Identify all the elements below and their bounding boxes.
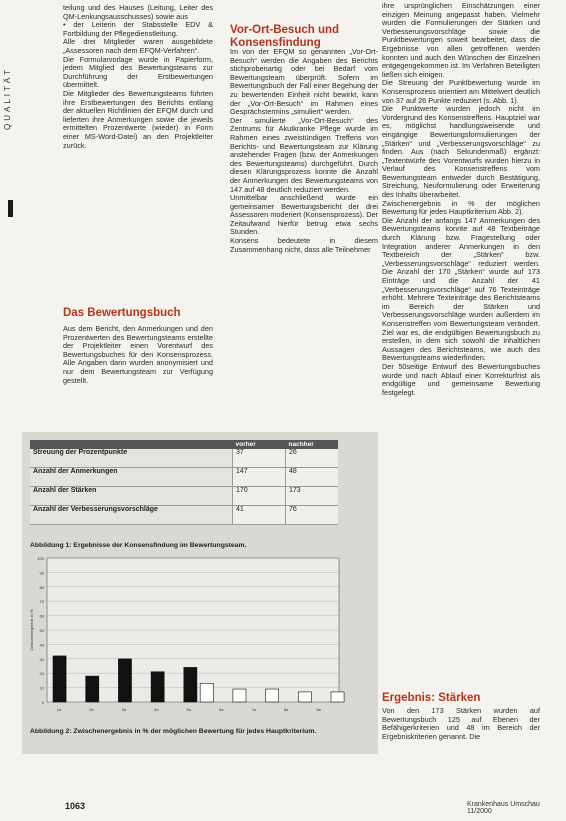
paragraph: Aus dem Bericht, den Anmerkungen und den Prozentwerten des Bewertungsteams erstellte der Projektleiter einen Vorentwurf des Bewertungsbuches für den Konsensprozess. Alle Angaben darin wurden anonymisiert und nur dem Bewertungsteam zur Verfügung gestellt. [63,324,213,385]
table-cell-label: Anzahl der Anmerkungen [30,468,233,487]
table-row [30,468,338,487]
x-tick-label: 8a [283,707,289,712]
column-3 [382,2,540,397]
y-tick-label: 0 [41,700,44,705]
x-tick-label: 1a [56,707,62,712]
table-cell-label: Streuung der Prozentpunkte [30,449,233,468]
heading-bewertungsbuch: Das Bewertungsbuch [63,307,181,319]
column-1-bottom [63,325,213,385]
bar [266,689,279,702]
heading-ergebnis-staerken: Ergebnis: Stärken [382,692,481,704]
paragraph: Der simulierte „Vor-Ort-Besuch“ des Zentrums für Akutkranke Pflege wurde im Rahmen eines zweistündigen Treffens von Berichts- und Bewertungsteam zur Klärung anstehender Fragen (bzw. der Anmerkungen des Bewertungsteams) durchgeführt. Durch diesen Klärungsprozess konnte die Anzahl der Anmerkungen des Bewertungsteams von 147 auf 48 deutlich reduziert werden. [230,115,378,194]
column-1-top [63,4,213,150]
paragraph: Die Formularvorlage wurde in Papierform, jedem Mitglied des Bewertungsteams zur Durchführung der Erstbewertungen übermittelt. [63,54,213,90]
table-cell: 48 [286,468,339,487]
paragraph: Konsens bedeutete in diesem Zusammenhang nicht, dass alle Teilnehmer [230,236,378,254]
bar [86,676,99,702]
caption-figure-2: Abbildung 2: Zwischenergebnis in % der möglichen Bewertung für jedes Hauptkriterium. [30,728,317,735]
table-header [30,440,233,449]
table-cell: 173 [286,487,339,506]
paragraph: ihre ursprünglichen Einschätzungen einer einzigen Meinung angepasst haben. Vielmehr wurden die Formulierungen der Stärken und Verbesserungsvorschläge sowie die Punktbewertungen soweit bearbeitet, dass die Ergebnisse von allen getroffenen werden konnten und auch den Wünschen der Einzelnen entgegengekommen ist. Im Verfahren Beteiligten ließen sich einigen. [382,1,540,79]
table-cell: 41 [233,506,286,525]
table-header-row [30,440,338,449]
bar [298,692,311,702]
bar [53,656,66,702]
page-number: 1063 [65,801,86,811]
paragraph: Die Mitglieder des Bewertungsteams führten ihre Erstbewertungen des Berichts entlang der aktuellen Richtlinien der EFQM durch und lieferten ihre Anmerkungen sowie die jeweils ermittelten Prozentwerte (wieder) in Form einer MS-Word-Datei) an den Projektleiter zurück. [63,88,213,150]
paragraph: Zwischenergebnis in % der möglichen Bewertung für jedes Hauptkriterium Abb. 2). [382,198,540,217]
bar-chart [27,552,347,722]
column-2 [230,48,378,254]
table-cell: 170 [233,487,286,506]
bar [200,683,213,702]
paragraph: teilung und des Hauses (Leitung, Leiter des QM-Lenkungsausschusses) sowie aus [63,3,213,21]
y-tick-label: 20 [39,671,44,677]
paragraph: Alle drei Mitglieder waren ausgebildete „Assessoren nach dem EFQM-Verfahren“. [63,37,213,55]
paragraph: Die Anzahl der anfangs 147 Anmerkungen des Bewertungsteams konnte auf 48 Textbeiträge durch Klärung bzw. Fragestellung oder Integration anderer Anmerkungen in den Textbereich der „Stärken“ bzw. „Verbesserungsvorschläge“ reduziert werden. Die Anzahl der 170 „Stärken“ wurde auf 173 Einträge und die Anzahl der 41 „Verbesserungsvorschläge“ auf 76 Texteinträge erhöht. Mehrere Texteinträge des Berichtsteams im Bereich der Stärken und Verbesserungsvorschläge wurden außerdem im Konsenstreffen vom Bewertungsteam verändert. Ziel war es, die endgültigen Bewertungsbuch zu erstellen, in dem sich sowohl die inhaltlichen Aussagen des Berichtsteams, wie auch des Bewertungsteams wiederfinden. [382,215,540,363]
table-cell: 147 [233,468,286,487]
table-row [30,487,338,506]
table-cell: 76 [286,506,339,525]
bar [184,667,197,702]
paragraph: Unmittelbar anschließend wurde ein gemeinsamer Bewertungsbericht der drei Assessoren moderiert (Konsensprozess). Der Zeitaufwand hierfür betrug etwa sechs Stunden. [230,193,378,237]
x-tick-label: 6a [218,707,224,712]
y-tick-label: 100 [37,556,44,561]
paragraph: • der Leiterin der Stabsstelle EDV & Fortbildung der Pflegedienstleitung. [63,20,213,38]
column-3-bottom [382,707,540,741]
x-tick-label: 9a [316,707,321,712]
journal-name: Krankenhaus Umschau 11/2000 [467,801,540,815]
results-table [30,440,338,525]
y-tick-label: 40 [39,642,44,648]
heading-vor-ort-besuch: Vor-Ort-Besuch und Konsensfindung [230,24,340,49]
paragraph: Im von der EFQM so genannten „Vor-Ort-Besuch“ werden die Angaben des Berichts stichprobenartig oder bei Bedarf vom Bewertungsteam überprüft. Sofern im Bewertungsbuch der Fall einer Begehung der zu bewertenden Einheit nicht bewirkt, kann der „Vor-Ort-Besuch“ im Rahmen eines Gesprächstermins „simuliert“ werden. [230,47,378,117]
y-axis-label: Zwischenergebnis in % [29,609,34,651]
paragraph: Der 50seitige Entwurf des Bewertungsbuches wurde und nach Ablauf einer Korrekturfrist als endgültige und gemeinsame Bewertung festgelegt. [382,361,540,397]
x-tick-label: 7a [251,707,256,712]
y-tick-label: 60 [39,613,44,619]
bar [233,689,246,702]
table-cell-label: Anzahl der Verbesserungsvorschläge [30,506,233,525]
bar [151,672,164,702]
table-header: nachher [286,440,339,449]
y-tick-label: 80 [39,584,44,590]
y-tick-label: 90 [39,570,44,576]
y-tick-label: 50 [39,628,44,633]
bar [118,659,131,702]
bar [331,692,344,702]
table-row [30,449,338,468]
x-tick-label: 2a [89,707,94,712]
table-header: vorher [233,440,286,449]
x-tick-label: 5a [186,707,192,712]
section-label: QUALITÄT [3,66,12,130]
side-marker [8,200,13,217]
table-cell: 37 [233,449,286,468]
x-tick-label: 3a [121,707,127,712]
y-tick-label: 10 [39,685,44,691]
paragraph: Die Streuung der Punktbewertung wurde im Konsensprozess orientiert am Mittelwert deutlich von 37 auf 26 Punkte reduziert (s. Abb. 1). [382,78,540,105]
table-cell: 26 [286,449,339,468]
y-tick-label: 70 [39,599,44,605]
paragraph: Die Punktwerte wurden jedoch nicht im Vordergrund des Konsenstreffens. Hauptziel war es, möglichst handlungsweisende und eingängige Bewertungsformulierungen der „Stärken“ und „Verbesserungsvorschläge“ zu finden. Aus (nach Sekundenmaß) ergänzt: „Textentwürfe des Vorentwurfs wurden hierzu in Verlauf des Konsenstreffens vom Bewertungsteam entweder durch Bestätigung, Streichung, Neuformulierung oder Erweiterung des Inhalts überarbeitet. [382,104,540,200]
x-tick-label: 4a [154,707,159,712]
y-tick-label: 30 [39,656,44,662]
paragraph: Von den 173 Stärken wurden auf Bewertungsbuch 125 auf Ebenen der Befähigerkriterien und 48 im Bereich der Ergebniskriterien genannt. Die [382,706,540,741]
caption-figure-1: Abbildung 1: Ergebnisse der Konsensfindung im Bewertungsteam. [30,542,247,549]
table-row [30,506,338,525]
table-cell-label: Anzahl der Stärken [30,487,233,506]
